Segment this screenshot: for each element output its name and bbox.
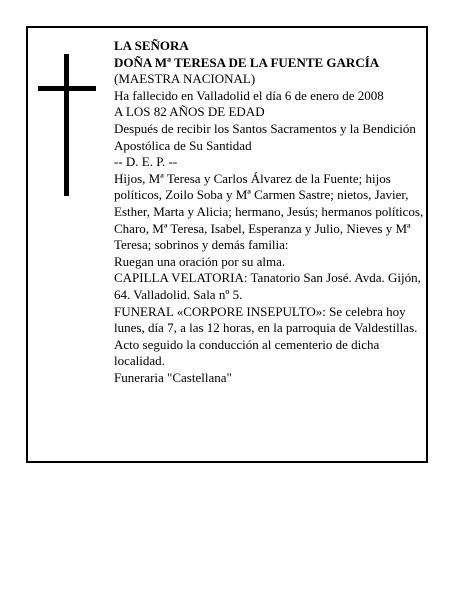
deceased-name: DOÑA Mª TERESA DE LA FUENTE GARCÍA [114, 54, 380, 70]
age-statement: A LOS 82 AÑOS DE EDAD [114, 104, 265, 120]
cross-horizontal-bar [38, 86, 96, 91]
obituary-text [114, 38, 424, 386]
prayer-request: Ruegan una oración por su alma. [114, 253, 286, 269]
rip-line: -- D. E. P. -- [114, 154, 178, 170]
funeral-info: FUNERAL «CORPORE INSEPULTO»: Se celebra hoy lunes, día 7, a las 12 horas, en la parroquia de Valdestillas. Acto seguido la conducción al cementerio de dicha localidad. [114, 303, 418, 369]
sacraments-statement: Después de recibir los Santos Sacramentos y la Bendición Apostólica de Su Santidad [114, 120, 416, 153]
cross-vertical-bar [64, 54, 69, 196]
notice-title: LA SEÑORA [114, 38, 189, 53]
deceased-profession: (MAESTRA NACIONAL) [114, 71, 256, 87]
death-statement: Ha fallecido en Valladolid el día 6 de enero de 2008 [114, 87, 384, 103]
funeral-home: Funeraria "Castellana" [114, 369, 232, 385]
family-list: Hijos, Mª Teresa y Carlos Álvarez de la Fuente; hijos políticos, Zoilo Soba y Mª Carmen Sastre; nietos, Javier, Esther, Marta y Alicia; hermano, Jesús; hermanos políticos, Charo, Mª Teresa, Isabel, Esperanza y Julio, Nieves y Mª Teresa; sobrinos y demás familia: [114, 170, 424, 253]
chapel-info: CAPILLA VELATORIA: Tanatorio San José. Avda. Gijón, 64. Valladolid. Sala nº 5. [114, 270, 421, 302]
